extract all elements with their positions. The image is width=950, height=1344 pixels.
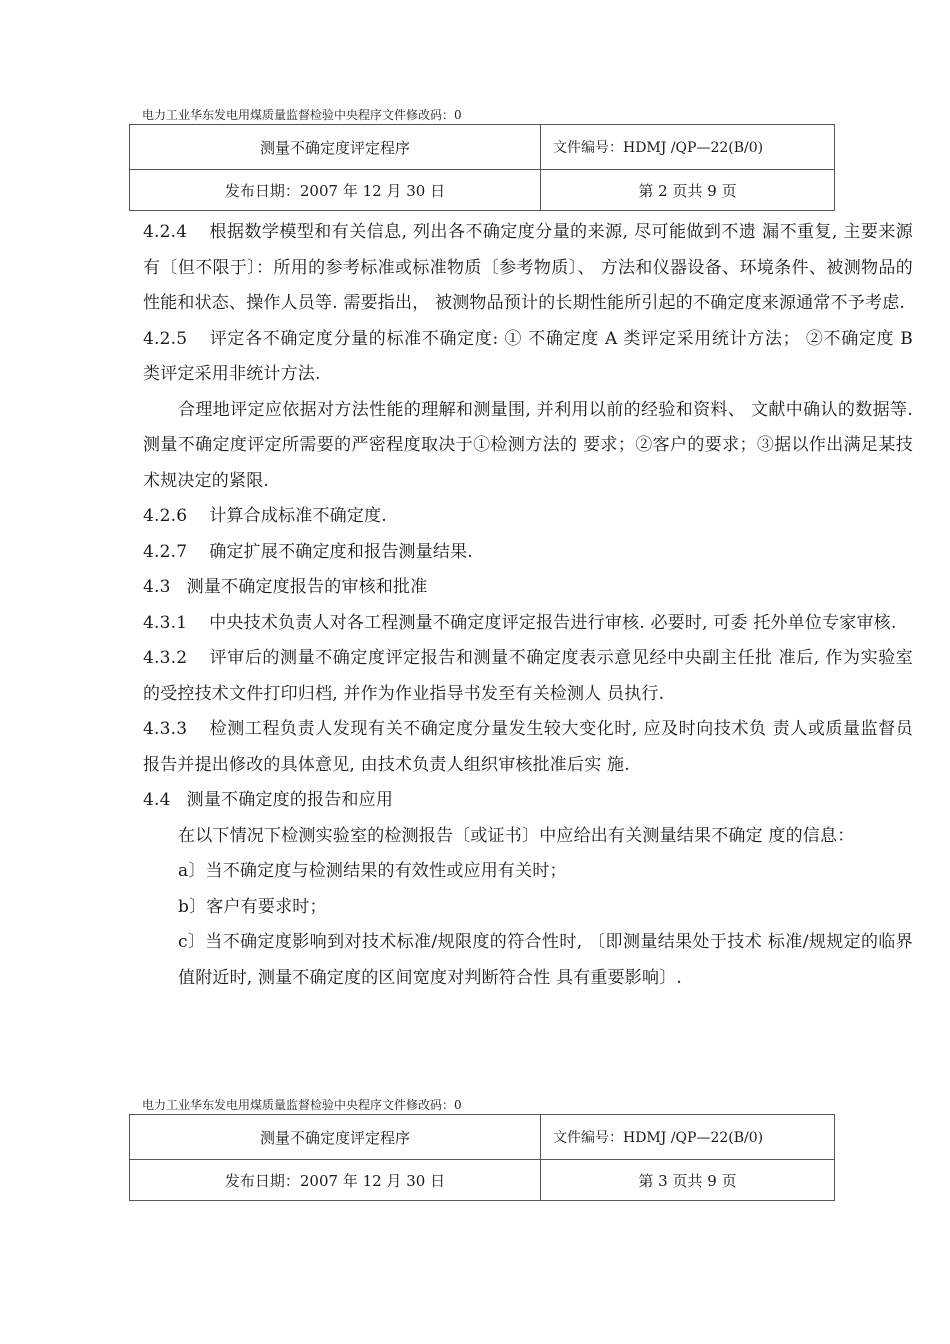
org-line: 电力工业华东发电用煤质量监督检验中央程序文件修改码：0 — [142, 108, 462, 122]
paragraph: 合理地评定应依据对方法性能的理解和测量围, 并利用以前的经验和资料、 文献中确认的数据等. 测量不确定度评定所需要的严密程度取决于①检测方法的 要求；②客户的要求；③据以作出满足某技术规决定的紧限. — [143, 399, 913, 491]
list-item: c〕当不确定度影响到对技术标准/规限度的符合性时, 〔即测量结果处于技术 标准/规规定的临界值附近时, 测量不确定度的区间宽度对判断符合性 具有重要影响〕. — [178, 932, 913, 988]
doc-number: 文件编号：HDMJ /QP—22(B/0) — [541, 125, 835, 170]
org-line: 电力工业华东发电用煤质量监督检验中央程序文件修改码：0 — [142, 1098, 462, 1112]
list-item: b〕客户有要求时； — [178, 896, 327, 917]
section-heading: 4.3 测量不确定度报告的审核和批准 — [143, 577, 428, 597]
paragraph: 4.3.3 检测工程负责人发现有关不确定度分量发生较大变化时, 应及时向技术负 责人或质量监督员报告并提出修改的具体意见, 由技术负责人组织审核批准后实 施. — [143, 719, 913, 775]
header-table — [129, 1114, 835, 1201]
paragraph: 4.2.5 评定各不确定度分量的标准不确定度: ① 不确定度 A 类评定采用统计方法； ②不确定度 B 类评定采用非统计方法. — [143, 328, 913, 384]
page-info: 第 2 页共 9 页 — [541, 170, 835, 211]
doc-number: 文件编号：HDMJ /QP—22(B/0) — [541, 1115, 835, 1160]
release-date: 发布日期：2007 年 12 月 30 日 — [130, 1160, 541, 1201]
paragraph: 4.3.2 评审后的测量不确定度评定报告和测量不确定度表示意见经中央副主任批 准后, 作为实验室的受控技术文件打印归档, 并作为作业指导书发至有关检测人 员执行. — [143, 648, 913, 704]
page-info: 第 3 页共 9 页 — [541, 1160, 835, 1201]
paragraph: 4.2.6 计算合成标准不确定度. — [143, 506, 387, 526]
release-date: 发布日期：2007 年 12 月 30 日 — [130, 170, 541, 211]
paragraph: 4.2.7 确定扩展不确定度和报告测量结果. — [143, 541, 473, 562]
section-heading: 4.4 测量不确定度的报告和应用 — [143, 790, 394, 810]
doc-title: 测量不确定度评定程序 — [130, 1115, 541, 1160]
list-item: a〕当不确定度与检测结果的有效性或应用有关时； — [178, 861, 567, 881]
doc-title: 测量不确定度评定程序 — [130, 125, 541, 170]
document-body — [143, 215, 913, 996]
paragraph: 4.3.1 中央技术负责人对各工程测量不确定度评定报告进行审核. 必要时, 可委 托外单位专家审核. — [143, 612, 897, 633]
header-table — [129, 124, 835, 211]
paragraph: 在以下情况下检测实验室的检测报告〔或证书〕中应给出有关测量结果不确定 度的信息： — [178, 825, 855, 846]
paragraph: 4.2.4 根据数学模型和有关信息, 列出各不确定度分量的来源, 尽可能做到不遗 漏不重复, 主要来源有〔但不限于〕：所用的参考标准或标准物质〔参考物质〕、 方法和仪器设备、环境条件、被测物品的性能和状态、操作人员等. 需要指出， 被测物品预计的长期性能所引起的不确定度来源通常不予考虑. — [143, 222, 913, 313]
